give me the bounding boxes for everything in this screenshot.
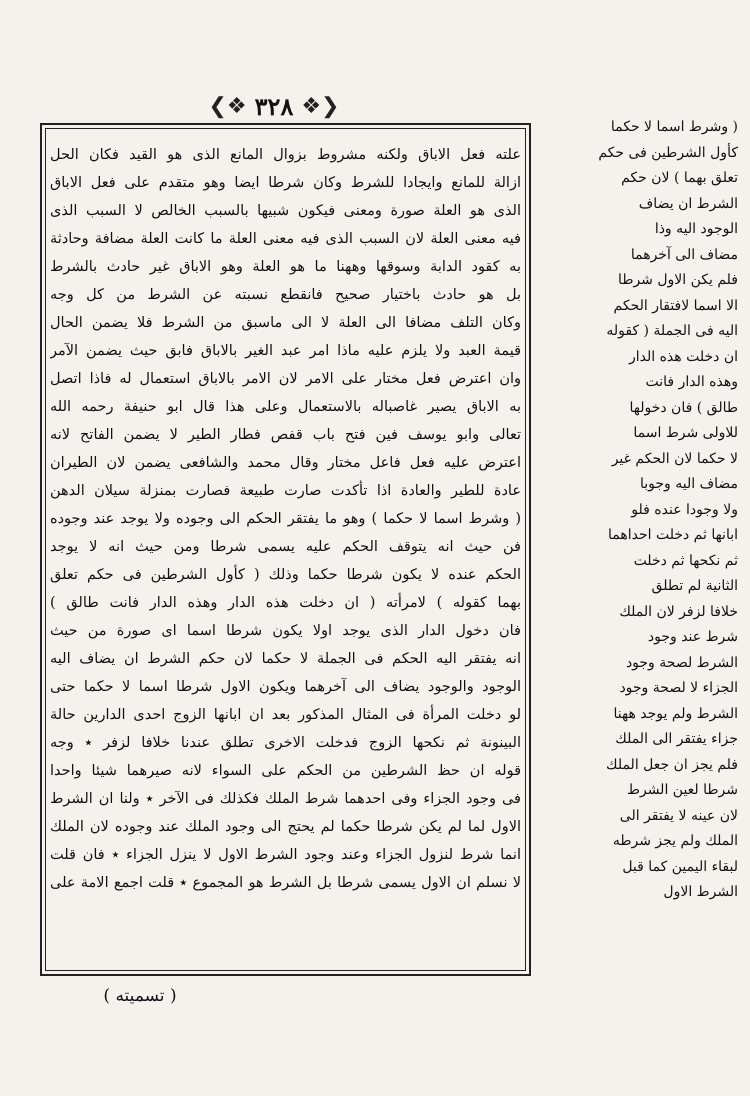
main-text-line: ( وشرط اسما لا حكما ) وهو ما يفتقر الحكم الى وجوده ولا يوجد عند وجوده <box>50 511 521 527</box>
margin-text-line: شرطا لعين الشرط <box>627 782 738 798</box>
main-text-line: الحكم عنده لا يكون شرطا حكما وذلك ( كأول الشرطين فى حكم تعلق <box>50 567 521 583</box>
main-text-line: وكان التلف مضافا الى العلة لا الى ماسبق من الشرط فلا يضمن الحال <box>50 315 521 331</box>
margin-text-line: خلافا لزفر لان الملك <box>619 603 738 620</box>
margin-text-line: طالق ) فان دخولها <box>629 399 738 416</box>
margin-text-line: كأول الشرطين فى حكم <box>598 144 738 161</box>
main-text-line: فى وجود الجزاء وفى احدهما شرط الملك فكذلك فى الآخر ٭ ولنا ان الشرط <box>50 791 521 807</box>
main-text-line: البينونة ثم نكحها الزوج فدخلت الاخرى تطلق عندنا خلافا لزفر ٭ وجه <box>50 735 521 751</box>
margin-text-line: الوجود اليه وذا <box>654 221 738 237</box>
main-text-line: وان اعترض فعل مختار على الامر لان الامر بالاباق استعمال له فاذا اتصل <box>50 371 521 387</box>
margin-text-line: لان عينه لا يفتقر الى <box>619 807 738 824</box>
header-ornament-left-icon: ❮❖ <box>208 93 247 119</box>
main-text-line: قوله ان حظ الشرطين من الحكم على السواء لانه صيرهما شيئا واحدا <box>50 763 521 779</box>
main-text-line: انه يفتقر اليه الحكم فى الجملة لا حكما لان حكم الشرط ان يضاف اليه <box>50 651 521 667</box>
catchword: ( تسميته ) <box>103 986 177 1006</box>
main-text-line: تعالى وابو يوسف فين فتح باب قفص فطار الطير لا يضمن الفاتح لانه <box>50 427 521 443</box>
margin-text-line: شرط عند وجود <box>647 629 738 645</box>
margin-text-line: الشرط ان يضاف <box>638 195 738 212</box>
margin-text-line: اليه فى الجملة ( كقوله <box>606 323 738 339</box>
margin-text-line: وهذه الدار فانت <box>645 374 738 390</box>
main-text-line: علته فعل الاباق ولكنه مشروط بزوال المانع الذى هو القيد فكان الحل <box>50 147 521 163</box>
margin-text-line: الشرط ولم يوجد ههنا <box>613 705 738 722</box>
main-text-line: قيمة العبد ولا يلزم عليه ماذا امر عبد الغير بالاباق فابق حيث يضمن الآمر <box>50 343 521 359</box>
margin-text-line: الشرط الاول <box>663 884 738 900</box>
main-text-line: ازالة للمانع وايجادا للشرط وكان شرطا ايضا وهو متقدم على فعل الاباق <box>50 175 521 191</box>
page-header <box>0 92 548 121</box>
main-text-line: فان دخول الدار الذى يوجد اولا يكون شرطا اسما اى صورة من حيث <box>50 623 521 639</box>
margin-text-line: الشرط لصحة وجود <box>625 654 738 671</box>
margin-text-line: لبقاء اليمين كما قبل <box>622 858 738 875</box>
page-number: ٣٢٨ <box>254 92 294 121</box>
margin-text-line: الجزاء لا لصحة وجود <box>619 680 738 696</box>
margin-text-line: لا حكما لان الحكم غير <box>611 450 738 467</box>
margin-text-line: ابانها ثم دخلت احداهما <box>607 527 738 543</box>
margin-text-line: الثانية لم تطلق <box>651 578 738 594</box>
margin-text-line: ثم نكحها ثم دخلت <box>633 552 738 569</box>
margin-text-line: ان دخلت هذه الدار <box>628 348 738 365</box>
margin-commentary <box>538 115 738 1005</box>
main-text-line: فيه معنى العلة لان السبب الذى فيه معنى العلة ما كانت العلة مضافة وحادثة <box>50 231 521 247</box>
margin-text-line: مضاف اليه وجوبا <box>639 476 738 492</box>
margin-text-line: للاولى شرط اسما <box>633 425 738 441</box>
main-text-line: الوجود والوجود يضاف الى آخرهما ويكون الاول شرطا اسما لا حكما حتى <box>50 679 521 695</box>
main-text-body <box>50 141 521 964</box>
header-ornament-right-icon: ❖❯ <box>301 93 340 119</box>
margin-text-line: ولا وجودا عنده فلو <box>631 501 738 518</box>
main-text-line: لا نسلم ان الاول يسمى شرطا بل الشرط هو المجموع ٭ قلت اجمع الامة على <box>50 875 521 891</box>
margin-text-line: مضاف الى آخرهما <box>630 246 738 263</box>
margin-text-line: فلم يكن الاول شرطا <box>618 272 738 288</box>
margin-text-line: الا اسما لافتقار الحكم <box>613 297 738 314</box>
main-text-line: فن حيث انه يتوقف الحكم عليه يسمى شرطا ومن حيث انه لا يوجد <box>50 539 521 555</box>
main-text-line: عادة للطير والعادة اذا تأكدت صارت طبيعة فصارت بمنزلة سيلان الدهن <box>50 483 521 499</box>
main-text-line: الذى هو العلة صورة ومعنى فيكون شبيها بالسبب الخالص لا السبب الذى <box>50 203 521 219</box>
main-text-line: لو دخلت المرأة فى المثال المذكور بعد ان ابانها الزوج احدى الدارين حالة <box>50 707 521 723</box>
main-text-line: اعترض عليه فعل فاعل مختار وقال محمد والشافعى يضمن لان الطيران <box>50 455 521 471</box>
margin-text-line: جزاء يفتقر الى الملك <box>615 731 738 747</box>
main-text-line: انما شرط لنزول الجزاء وعند وجود الشرط الاول لا ينزل الجزاء ٭ فان قلت <box>50 847 521 863</box>
main-text-frame <box>40 123 531 976</box>
main-text-line: بل هو حادث باختيار صحيح فانقطع نسبته عن الشرط من كل وجه <box>50 287 521 303</box>
main-text-line: بهما كقوله ) لامرأته ( ان دخلت هذه الدار وهذه الدار فانت طالق ) <box>50 595 521 611</box>
margin-text-line: ( وشرط اسما لا حكما <box>610 119 738 135</box>
margin-text-line: فلم يجز ان جعل الملك <box>606 756 738 773</box>
main-text-line: الاول لما لم يكن شرطا حكما لم يحتج الى وجود الملك عند وجوده لان الملك <box>50 819 521 835</box>
margin-text-line: تعلق بهما ) لان حكم <box>621 170 738 186</box>
margin-text-line: الملك ولم يجز شرطه <box>612 833 738 849</box>
main-text-line: به الاباق يصير غاصباله بالاستعمال وعلى هذا قال ابو حنيفة رحمه الله <box>50 399 521 415</box>
main-text-line: به كقود الدابة وسوقها وههنا ما هو العلة وهو الاباق غير حادث بالشرط <box>50 259 521 275</box>
